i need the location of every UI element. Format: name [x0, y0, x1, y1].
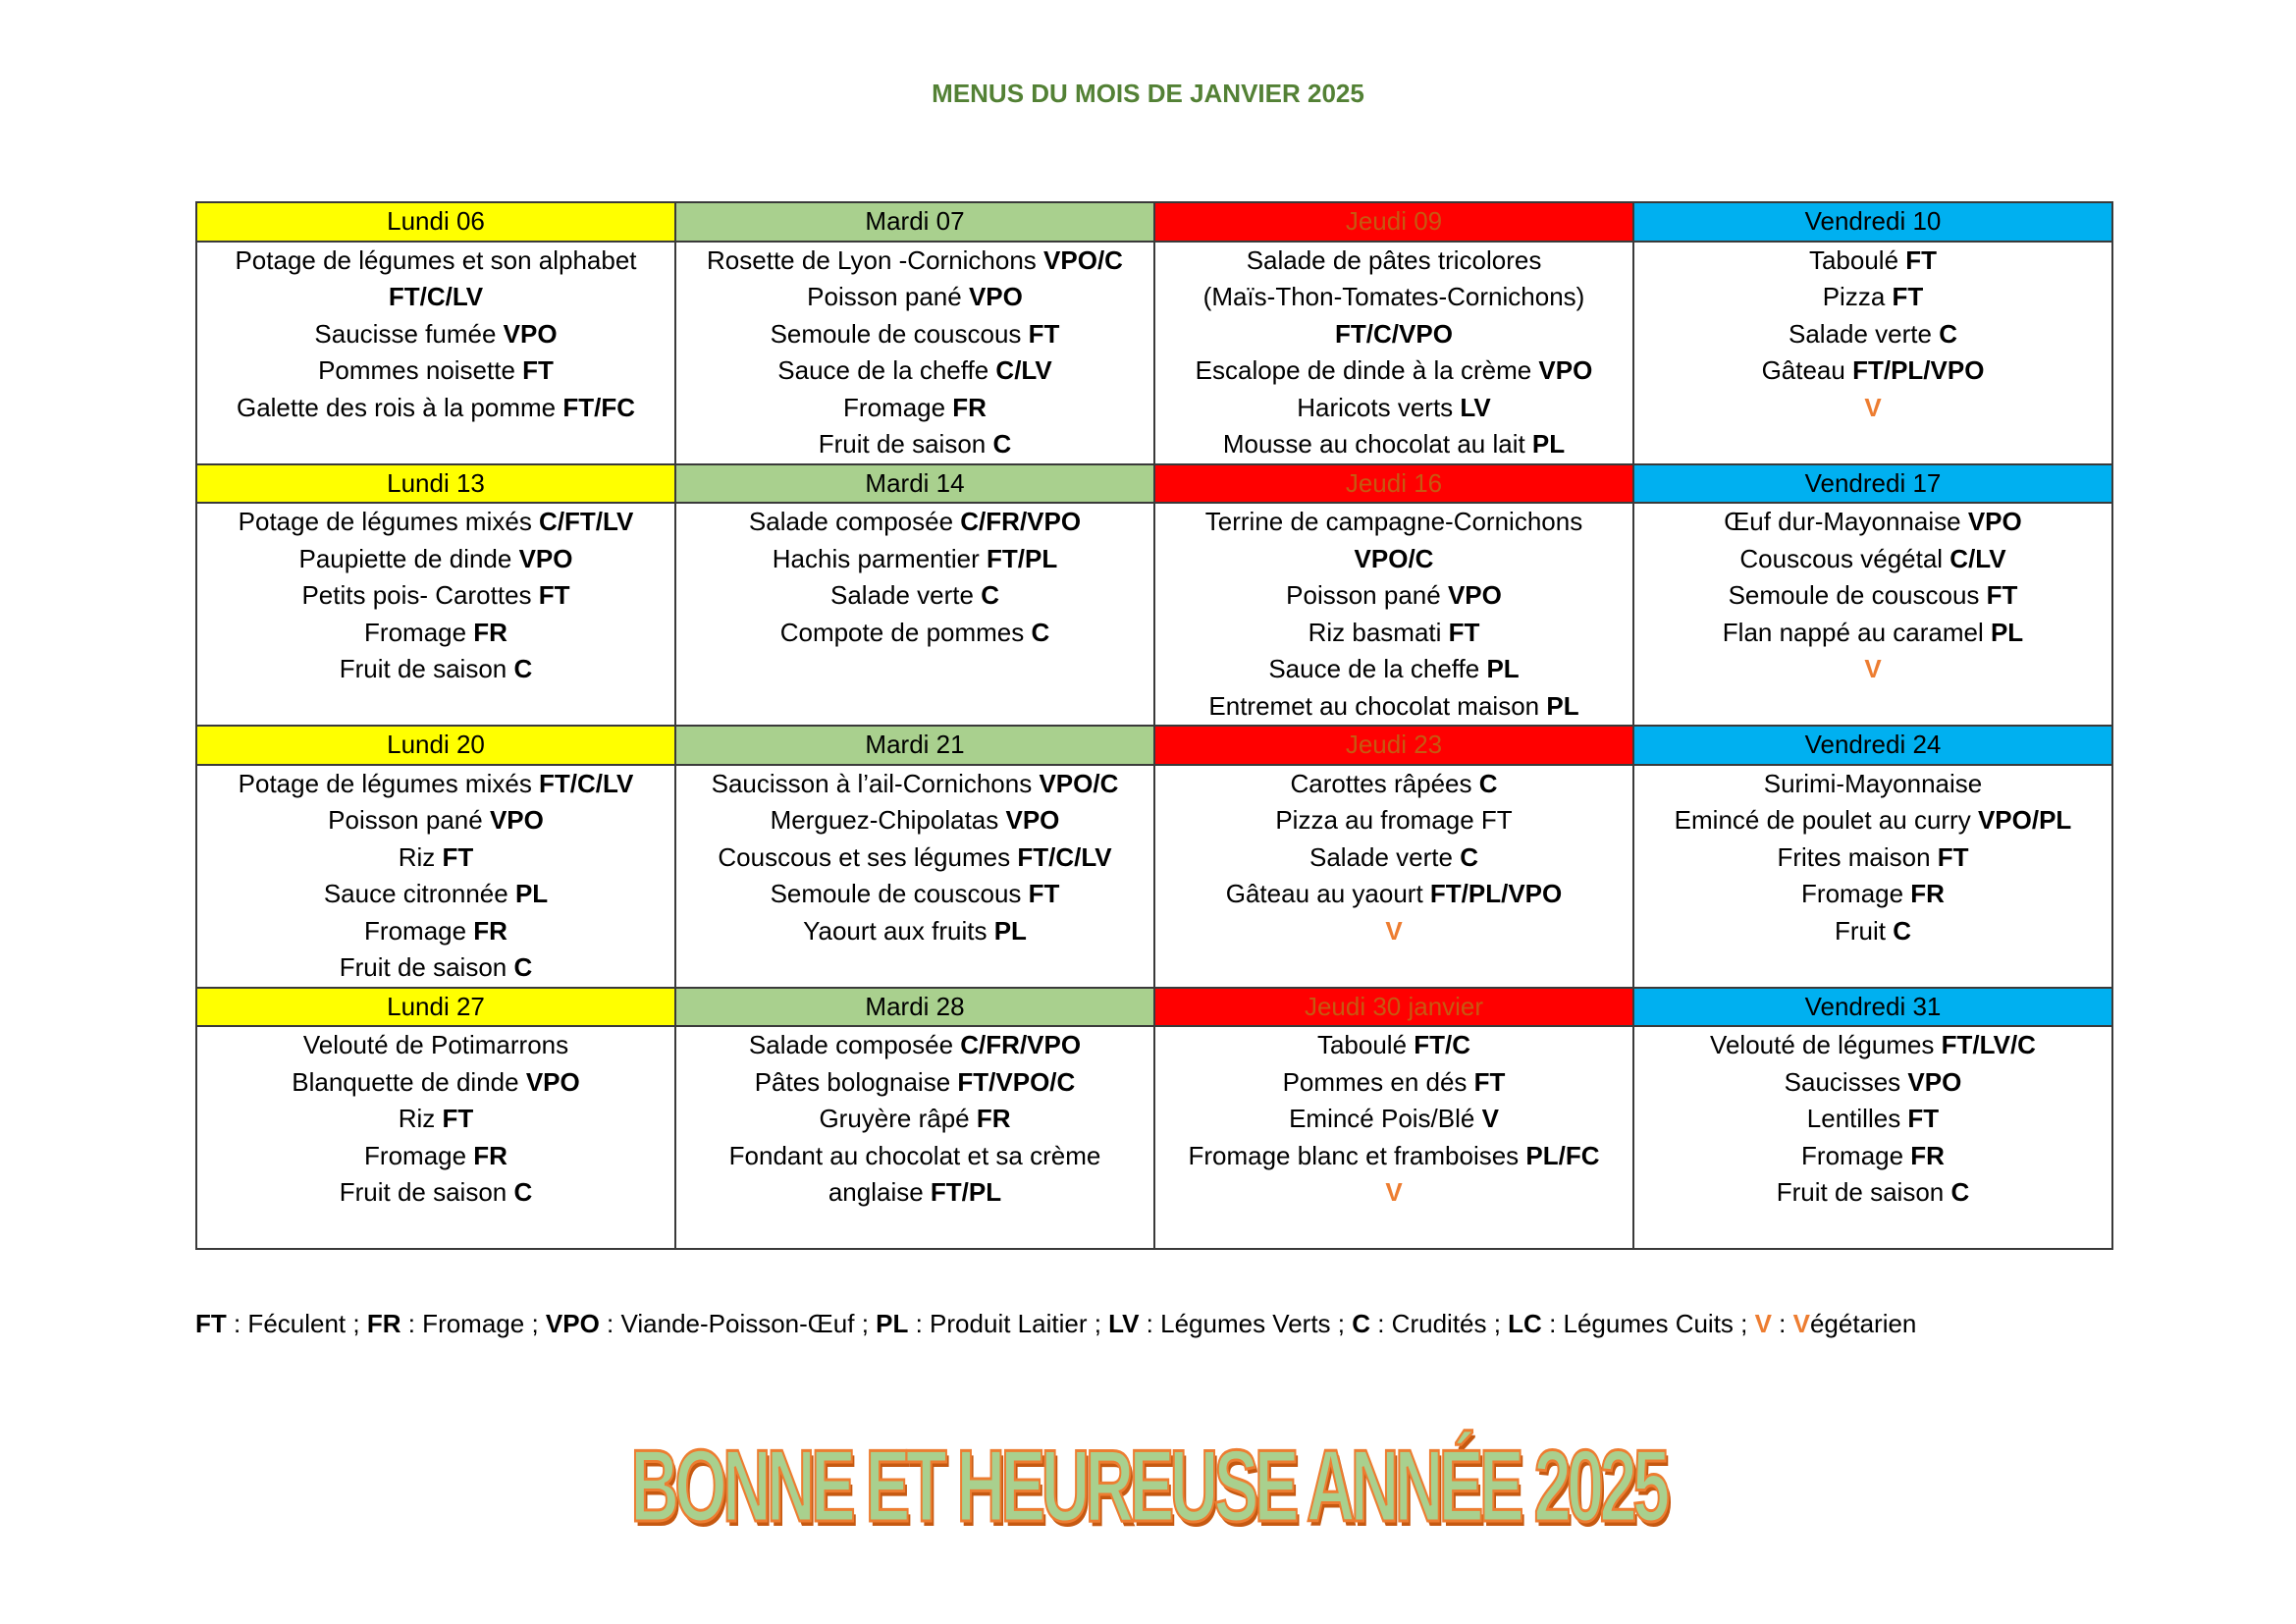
food-group-code: FT	[1028, 318, 1060, 349]
menu-item	[1638, 243, 2108, 280]
day-header: Mardi 14	[675, 464, 1154, 504]
food-group-code: FT	[1937, 841, 1969, 872]
day-menu-cell	[675, 503, 1154, 726]
day-menu-cell	[1633, 1026, 2112, 1249]
dish-text: Potage de légumes mixés	[238, 507, 540, 536]
food-group-code: FT	[442, 841, 474, 872]
dish-text: Œuf dur-Mayonnaise	[1724, 507, 1968, 536]
legend	[195, 1309, 1916, 1339]
dish-text: Fromage	[1801, 879, 1911, 908]
menu-item	[680, 1027, 1149, 1064]
food-group-code: VPO	[1967, 507, 2022, 536]
page-title: MENUS DU MOIS DE JANVIER 2025	[932, 79, 1364, 108]
menu-item	[1638, 504, 2108, 541]
menu-item	[1638, 1174, 2108, 1212]
week-menu-row	[196, 1026, 2112, 1249]
day-header: Mardi 07	[675, 202, 1154, 242]
food-group-code: V	[1481, 1104, 1499, 1133]
dish-text: Pommes noisette	[318, 355, 523, 385]
menu-item	[1638, 279, 2108, 316]
legend-c-text: : Crudités ;	[1370, 1309, 1509, 1338]
dish-text: Emincé Pois/Blé	[1289, 1104, 1482, 1133]
food-group-code: C	[992, 429, 1012, 459]
dish-text: Mousse au chocolat au lait	[1222, 429, 1532, 459]
dish-text: Salade verte	[1789, 318, 1940, 349]
day-menu-cell	[1154, 765, 1633, 988]
dish-text: Fromage blanc et framboises	[1188, 1140, 1526, 1170]
day-header: Lundi 20	[196, 726, 675, 765]
dish-text: Salade verte	[1309, 841, 1461, 872]
food-group-code: PL	[1531, 429, 1566, 459]
food-group-code: FR	[1910, 879, 1945, 908]
menu-item	[680, 426, 1149, 463]
food-group-code: C	[513, 952, 533, 982]
dish-text: Compote de pommes	[779, 617, 1032, 647]
vegetarian-marker: V	[1385, 1177, 1403, 1207]
dish-text: Haricots verts	[1297, 392, 1461, 422]
week-header-row	[196, 464, 2112, 504]
day-menu-cell	[196, 242, 675, 464]
menu-item	[1638, 352, 2108, 390]
menu-item	[201, 1027, 670, 1064]
food-group-code: PL	[1486, 654, 1520, 683]
food-group-code: C	[513, 1177, 533, 1207]
menu-item	[1638, 876, 2108, 913]
menu-item	[1159, 316, 1629, 353]
food-group-code: LV	[1460, 392, 1491, 422]
day-menu-cell	[1633, 242, 2112, 464]
dish-text: Hachis parmentier	[772, 543, 987, 573]
menu-item	[1638, 577, 2108, 615]
legend-v-sep: :	[1771, 1309, 1793, 1338]
dish-text: Gâteau	[1761, 355, 1853, 385]
dish-text: Frites maison	[1777, 841, 1938, 872]
dish-text: Terrine de campagne-Cornichons	[1204, 507, 1583, 536]
dish-text: Fromage	[364, 617, 474, 647]
day-menu-cell	[675, 1026, 1154, 1249]
day-header: Jeudi 30 janvier	[1154, 988, 1633, 1027]
menu-item	[201, 802, 670, 839]
legend-v-code: V	[1754, 1309, 1772, 1338]
day-header: Jeudi 16	[1154, 464, 1633, 504]
food-group-code: FT	[1473, 1066, 1506, 1097]
week-header-row	[196, 726, 2112, 765]
legend-pl-code: PL	[876, 1309, 909, 1338]
menu-item	[201, 1101, 670, 1138]
legend-lv-text: : Légumes Verts ;	[1139, 1309, 1353, 1338]
dish-text: Couscous végétal	[1739, 543, 1950, 573]
food-group-code: FT/C/VPO	[1335, 318, 1453, 349]
dish-text: Pâtes bolognaise	[754, 1066, 958, 1097]
menu-item	[680, 876, 1149, 913]
food-group-code: FR	[473, 915, 507, 946]
food-group-code: FT/PL/VPO	[1429, 879, 1563, 908]
menu-item	[201, 541, 670, 578]
dish-text: Fruit de saison	[339, 1177, 514, 1207]
dish-text: Gâteau au yaourt	[1225, 879, 1430, 908]
dish-text: Potage de légumes mixés	[238, 768, 540, 798]
dish-text: Pommes en dés	[1282, 1066, 1474, 1097]
day-header: Lundi 06	[196, 202, 675, 242]
legend-vpo-text: : Viande-Poisson-Œuf ;	[599, 1309, 877, 1338]
food-group-code: PL	[1546, 690, 1579, 721]
food-group-code: FT/C	[1414, 1030, 1471, 1059]
dish-text: Velouté de Potimarrons	[302, 1030, 569, 1059]
menu-item	[201, 839, 670, 877]
vegetarian-marker: V	[1864, 392, 1882, 422]
dish-text: Semoule de couscous	[770, 879, 1029, 908]
food-group-code: C	[1893, 915, 1911, 946]
food-group-code: FT/PL/VPO	[1852, 355, 1985, 385]
menu-item	[1159, 1027, 1629, 1064]
day-header: Vendredi 17	[1633, 464, 2112, 504]
food-group-code: VPO	[525, 1066, 580, 1097]
menu-item	[1638, 839, 2108, 877]
week-header-row	[196, 202, 2112, 242]
food-group-code: C/LV	[995, 355, 1052, 385]
dish-text: Salade composée	[748, 1030, 961, 1059]
dish-text: Merguez-Chipolatas	[770, 805, 1006, 835]
dish-text: Fruit	[1834, 915, 1894, 946]
menu-item	[680, 802, 1149, 839]
food-group-code: FT	[1028, 879, 1060, 908]
menu-item	[201, 766, 670, 803]
food-group-code: FT/PL	[986, 543, 1058, 573]
menu-item	[680, 504, 1149, 541]
legend-lv-code: LV	[1108, 1309, 1140, 1338]
dish-text: Poisson pané	[807, 282, 969, 311]
menu-item	[1638, 1138, 2108, 1175]
day-menu-cell	[1154, 1026, 1633, 1249]
menu-item	[1159, 577, 1629, 615]
menu-item	[1159, 390, 1629, 427]
dish-text: Couscous et ses légumes	[718, 841, 1018, 872]
menu-item	[1159, 243, 1629, 280]
day-header: Mardi 28	[675, 988, 1154, 1027]
menu-item	[201, 243, 670, 280]
menu-item	[201, 651, 670, 688]
menu-item	[1159, 541, 1629, 578]
menu-item	[1159, 876, 1629, 913]
food-group-code: VPO	[518, 543, 573, 573]
menu-item	[1638, 651, 2108, 688]
day-header: Jeudi 09	[1154, 202, 1633, 242]
menu-item	[1159, 1101, 1629, 1138]
menu-item	[201, 615, 670, 652]
menu-item	[1638, 1101, 2108, 1138]
food-group-code: FR	[976, 1104, 1011, 1133]
menu-item	[680, 1138, 1149, 1175]
food-group-code: FT	[1448, 617, 1480, 647]
menu-item	[1159, 1174, 1629, 1212]
dish-text: Riz basmati	[1308, 617, 1449, 647]
food-group-code: FT	[522, 355, 554, 385]
food-group-code: FR	[473, 1140, 507, 1170]
menu-body	[196, 202, 2112, 1249]
menu-item	[1638, 913, 2108, 950]
dish-text: Lentilles	[1806, 1104, 1908, 1133]
menu-item	[680, 1174, 1149, 1212]
menu-item	[1638, 390, 2108, 427]
menu-item	[201, 1138, 670, 1175]
menu-item	[1638, 316, 2108, 353]
day-header: Vendredi 24	[1633, 726, 2112, 765]
menu-item	[1159, 651, 1629, 688]
menu-item	[201, 316, 670, 353]
food-group-code: C/LV	[1949, 543, 2006, 573]
dish-text: Salade verte	[830, 580, 982, 610]
dish-text: Entremet au chocolat maison	[1208, 690, 1547, 721]
legend-c-code: C	[1352, 1309, 1371, 1338]
dish-text: Paupiette de dinde	[298, 543, 519, 573]
dish-text: Taboulé	[1316, 1030, 1415, 1059]
food-group-code: C	[981, 580, 999, 610]
food-group-code: FT	[1892, 282, 1924, 311]
menu-item	[1638, 802, 2108, 839]
food-group-code: VPO/C	[1043, 244, 1123, 275]
dish-text: Fruit de saison	[339, 654, 514, 683]
food-group-code: VPO	[1538, 355, 1593, 385]
dish-text: Carottes râpées	[1290, 768, 1479, 798]
day-menu-cell	[1633, 765, 2112, 988]
food-group-code: FT	[1905, 244, 1938, 275]
menu-item	[201, 390, 670, 427]
week-menu-row	[196, 503, 2112, 726]
menu-item	[1638, 541, 2108, 578]
menu-item	[1159, 766, 1629, 803]
food-group-code: VPO/C	[1039, 768, 1119, 798]
day-header: Lundi 27	[196, 988, 675, 1027]
menu-item	[201, 504, 670, 541]
dish-text: Flan nappé au caramel	[1722, 617, 1991, 647]
dish-text: Poisson pané	[1286, 580, 1448, 610]
menu-item	[680, 1101, 1149, 1138]
food-group-code: C	[1031, 617, 1050, 647]
dish-text: Yaourt aux fruits	[803, 915, 994, 946]
menu-item	[201, 352, 670, 390]
dish-text: Emincé de poulet au curry	[1674, 805, 1978, 835]
food-group-code: FT	[538, 580, 570, 610]
legend-vpo-code: VPO	[545, 1309, 600, 1338]
food-group-code: FR	[473, 617, 507, 647]
dish-text: Potage de légumes et son alphabet	[235, 244, 637, 275]
food-group-code: PL	[993, 915, 1027, 946]
food-group-code: FT/PL	[930, 1177, 1002, 1207]
food-group-code: PL	[1990, 617, 2024, 647]
menu-item	[1159, 504, 1629, 541]
day-menu-cell	[196, 1026, 675, 1249]
day-menu-cell	[1154, 503, 1633, 726]
menu-item	[1159, 1064, 1629, 1102]
dish-text: Semoule de couscous	[1728, 580, 1987, 610]
dish-text: anglaise	[828, 1177, 931, 1207]
dish-text: Fruit de saison	[818, 429, 993, 459]
food-group-code: FT/C/LV	[1017, 841, 1112, 872]
legend-lc-code: LC	[1508, 1309, 1542, 1338]
dish-text: Salade de pâtes tricolores	[1246, 244, 1542, 275]
menu-item	[680, 577, 1149, 615]
food-group-code: C	[1460, 841, 1478, 872]
menu-item	[1638, 1064, 2108, 1102]
dish-text: Sauce de la cheffe	[777, 355, 996, 385]
menu-item	[201, 577, 670, 615]
dish-text: Saucisse fumée	[314, 318, 504, 349]
dish-text: Sauce de la cheffe	[1268, 654, 1487, 683]
dish-text: Saucisses	[1784, 1066, 1908, 1097]
dish-text: Riz	[398, 1104, 443, 1133]
menu-item	[1159, 279, 1629, 316]
food-group-code: VPO	[968, 282, 1023, 311]
dish-text: Galette des rois à la pomme	[236, 392, 563, 422]
menu-item	[680, 390, 1149, 427]
day-menu-cell	[1633, 503, 2112, 726]
dish-text: Salade composée	[748, 507, 961, 536]
menu-item	[201, 949, 670, 987]
week-menu-row	[196, 242, 2112, 464]
day-menu-cell	[675, 765, 1154, 988]
food-group-code: VPO/PL	[1977, 805, 2072, 835]
dish-text: Saucisson à l’ail-Cornichons	[711, 768, 1040, 798]
dish-text: Surimi-Mayonnaise	[1763, 768, 1983, 798]
food-group-code: FT/C/LV	[539, 768, 634, 798]
dish-text: Pizza	[1822, 282, 1893, 311]
menu-item	[1638, 615, 2108, 652]
menu-item	[1159, 426, 1629, 463]
food-group-code: C/FR/VPO	[960, 507, 1082, 536]
vegetarian-marker: V	[1864, 654, 1882, 683]
menu-item	[201, 1174, 670, 1212]
vegetarian-marker: V	[1385, 915, 1403, 946]
legend-v-rest: égétarien	[1809, 1309, 1917, 1338]
dish-text: Fondant au chocolat et sa crème	[728, 1140, 1101, 1170]
menu-item	[680, 316, 1149, 353]
menu-item	[1159, 802, 1629, 839]
dish-text: Velouté de légumes	[1710, 1030, 1942, 1059]
menu-item	[1638, 766, 2108, 803]
food-group-code: VPO	[1907, 1066, 1962, 1097]
dish-text: Blanquette de dinde	[292, 1066, 526, 1097]
menu-item	[680, 615, 1149, 652]
food-group-code: VPO	[1447, 580, 1502, 610]
dish-text: Riz	[398, 841, 443, 872]
menu-item	[201, 876, 670, 913]
menu-item	[201, 1064, 670, 1102]
dish-text: Fromage	[1801, 1140, 1911, 1170]
menu-item	[1159, 1138, 1629, 1175]
day-header: Lundi 13	[196, 464, 675, 504]
food-group-code: PL	[514, 879, 549, 908]
food-group-code: FT/LV/C	[1941, 1030, 2036, 1059]
dish-text: Poisson pané	[328, 805, 490, 835]
menu-item	[680, 839, 1149, 877]
dish-text: Gruyère râpé	[819, 1104, 977, 1133]
dish-text: Fruit de saison	[339, 952, 514, 982]
menu-item	[680, 352, 1149, 390]
menu-item	[1638, 1027, 2108, 1064]
dish-text: (Maïs-Thon-Tomates-Cornichons)	[1202, 282, 1585, 311]
menu-item	[201, 279, 670, 316]
day-header: Vendredi 31	[1633, 988, 2112, 1027]
day-header: Vendredi 10	[1633, 202, 2112, 242]
dish-text: Semoule de couscous	[770, 318, 1029, 349]
food-group-code: C	[1478, 768, 1498, 798]
dish-text: Fromage	[364, 1140, 474, 1170]
day-menu-cell	[196, 503, 675, 726]
dish-text: Pizza au fromage FT	[1275, 805, 1513, 835]
food-group-code: VPO	[503, 318, 558, 349]
day-header: Mardi 21	[675, 726, 1154, 765]
legend-lc-text: : Légumes Cuits ;	[1541, 1309, 1755, 1338]
dish-text: Taboulé	[1808, 244, 1906, 275]
food-group-code: VPO/C	[1354, 543, 1434, 573]
menu-table	[195, 201, 2113, 1250]
menu-item	[680, 279, 1149, 316]
dish-text: Fromage	[843, 392, 953, 422]
food-group-code: PL/FC	[1525, 1140, 1600, 1170]
legend-v-initial: V	[1792, 1309, 1810, 1338]
food-group-code: FT	[1986, 580, 2018, 610]
food-group-code: FT	[442, 1104, 474, 1133]
menu-item	[1159, 352, 1629, 390]
food-group-code: FR	[1910, 1140, 1945, 1170]
food-group-code: FT/VPO/C	[957, 1066, 1076, 1097]
legend-ft-text: : Féculent ;	[226, 1309, 367, 1338]
dish-text: Sauce citronnée	[323, 879, 515, 908]
menu-item	[680, 541, 1149, 578]
food-group-code: C	[1950, 1177, 1970, 1207]
week-menu-row	[196, 765, 2112, 988]
dish-text: Escalope de dinde à la crème	[1195, 355, 1539, 385]
day-menu-cell	[1154, 242, 1633, 464]
food-group-code: FT/C/LV	[388, 282, 484, 311]
food-group-code: C	[513, 654, 533, 683]
legend-fr-text: : Fromage ;	[400, 1309, 546, 1338]
food-group-code: VPO	[1005, 805, 1060, 835]
food-group-code: FR	[952, 392, 987, 422]
menu-item	[680, 766, 1149, 803]
food-group-code: VPO	[489, 805, 544, 835]
menu-item	[680, 1064, 1149, 1102]
food-group-code: FT	[1907, 1104, 1940, 1133]
new-year-greeting: BONNE ET HEUREUSE ANNÉE 2025	[630, 1430, 1666, 1543]
legend-ft-code: FT	[195, 1309, 227, 1338]
day-header: Jeudi 23	[1154, 726, 1633, 765]
food-group-code: C/FR/VPO	[960, 1030, 1082, 1059]
dish-text: Fruit de saison	[1776, 1177, 1951, 1207]
menu-item	[1159, 839, 1629, 877]
menu-item	[1159, 615, 1629, 652]
menu-item	[201, 913, 670, 950]
food-group-code: C/FT/LV	[539, 507, 634, 536]
dish-text: Rosette de Lyon -Cornichons	[707, 244, 1044, 275]
food-group-code: C	[1939, 318, 1957, 349]
legend-fr-code: FR	[366, 1309, 401, 1338]
menu-item	[1159, 913, 1629, 950]
legend-pl-text: : Produit Laitier ;	[908, 1309, 1109, 1338]
menu-item	[680, 913, 1149, 950]
day-menu-cell	[196, 765, 675, 988]
dish-text: Petits pois- Carottes	[301, 580, 539, 610]
day-menu-cell	[675, 242, 1154, 464]
menu-item	[680, 243, 1149, 280]
food-group-code: FT/FC	[562, 392, 636, 422]
week-header-row	[196, 988, 2112, 1027]
dish-text: Fromage	[364, 915, 474, 946]
menu-item	[1159, 688, 1629, 726]
